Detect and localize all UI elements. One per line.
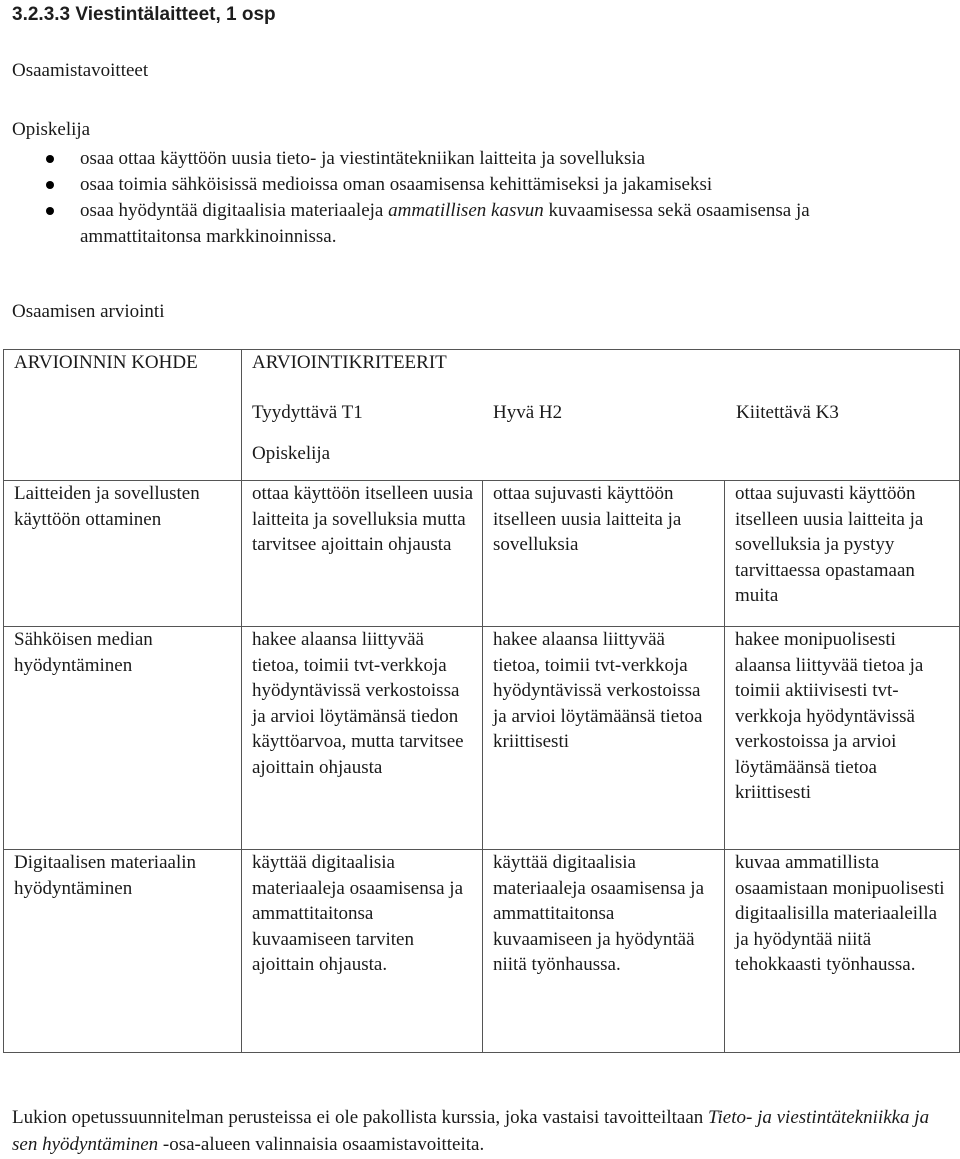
h2-cell: ottaa sujuvasti käyttöön itselleen uusia laitteita ja sovelluksia	[483, 481, 725, 627]
goal-text: osaa ottaa käyttöön uusia tieto- ja viestintätekniikan laitteita ja sovelluksia	[80, 148, 646, 169]
level-t1-label: Tyydyttävä T1	[252, 401, 363, 423]
k3-cell: kuvaa ammatillista osaamistaan monipuolisesti digitaalisilla materiaaleilla ja hyödyntää niitä tehokkaasti työnhaussa.	[725, 850, 960, 1053]
goal-text-italic: ammatillisen kasvun	[388, 200, 544, 221]
goal-text-part: kuvaamisessa sekä osaamisensa ja ammattitaitonsa markkinoinnissa.	[80, 200, 810, 247]
footer-text-part: -osa-alueen valinnaisia osaamistavoitteita.	[158, 1134, 485, 1155]
bullet-icon	[46, 181, 54, 189]
competence-goals-heading: Osaamistavoitteet	[12, 60, 149, 81]
t1-cell: käyttää digitaalisia materiaaleja osaamisensa ja ammattitaitonsa kuvaamiseen tarviten ajoittain ohjausta.	[242, 850, 483, 1053]
target-cell: Laitteiden ja sovellusten käyttöön ottaminen	[4, 481, 242, 627]
table-row	[4, 850, 960, 1053]
goal-item	[0, 172, 935, 198]
footer-note	[12, 1104, 947, 1158]
goal-item	[0, 198, 935, 250]
section-heading: 3.2.3.3 Viestintälaitteet, 1 osp	[12, 4, 276, 25]
table-learner-label: Opiskelija	[252, 443, 331, 464]
goals-list	[0, 146, 935, 250]
level-k3-label: Kiitettävä K3	[736, 401, 839, 423]
assessment-heading: Osaamisen arviointi	[12, 301, 165, 322]
criteria-header-cell	[242, 350, 960, 481]
footer-text-part: Lukion opetussuunnitelman perusteissa ei ole pakollista kurssia, joka vastaisi tavoitteiltaan	[12, 1107, 708, 1128]
target-cell: Digitaalisen materiaalin hyödyntäminen	[4, 850, 242, 1053]
goal-text	[80, 200, 810, 247]
table-header-row	[4, 350, 960, 481]
level-h2-label: Hyvä H2	[493, 401, 563, 423]
h2-cell: käyttää digitaalisia materiaaleja osaamisensa ja ammattitaitonsa kuvaamiseen ja hyödyntää niitä työnhaussa.	[483, 850, 725, 1053]
target-header: ARVIOINNIN KOHDE	[14, 352, 198, 373]
bullet-icon	[46, 207, 54, 215]
learner-label: Opiskelija	[12, 119, 91, 140]
target-header-cell	[4, 350, 242, 481]
table-row	[4, 627, 960, 850]
k3-cell: hakee monipuolisesti alaansa liittyvää tietoa ja toimii aktiivisesti tvt-verkkoja hyödyntävissä verkostoissa ja arvioi löytämäänsä tietoa kriittisesti	[725, 627, 960, 850]
t1-cell: ottaa käyttöön itselleen uusia laitteita ja sovelluksia mutta tarvitsee ajoittain ohjausta	[242, 481, 483, 627]
assessment-criteria-table	[3, 349, 960, 1053]
level-labels	[252, 400, 951, 426]
bullet-icon	[46, 155, 54, 163]
goal-item	[0, 146, 935, 172]
criteria-header: ARVIOINTIKRITEERIT	[252, 352, 447, 373]
t1-cell: hakee alaansa liittyvää tietoa, toimii tvt-verkkoja hyödyntävissä verkostoissa ja arvioi löytämänsä tiedon käyttöarvoa, mutta tarvitsee ajoittain ohjausta	[242, 627, 483, 850]
footer-text-italic: Tieto- ja viestintätekniikka ja sen hyödyntäminen	[12, 1107, 930, 1155]
target-cell: Sähköisen median hyödyntäminen	[4, 627, 242, 850]
k3-cell: ottaa sujuvasti käyttöön itselleen uusia laitteita ja sovelluksia ja pystyy tarvittaessa opastamaan muita	[725, 481, 960, 627]
goal-text: osaa toimia sähköisissä medioissa oman osaamisensa kehittämiseksi ja jakamiseksi	[80, 174, 713, 195]
goal-text-part: osaa hyödyntää digitaalisia materiaaleja	[80, 200, 389, 221]
h2-cell: hakee alaansa liittyvää tietoa, toimii tvt-verkkoja hyödyntävissä verkostoissa ja arvioi löytämäänsä tietoa kriittisesti	[483, 627, 725, 850]
table-row	[4, 481, 960, 627]
